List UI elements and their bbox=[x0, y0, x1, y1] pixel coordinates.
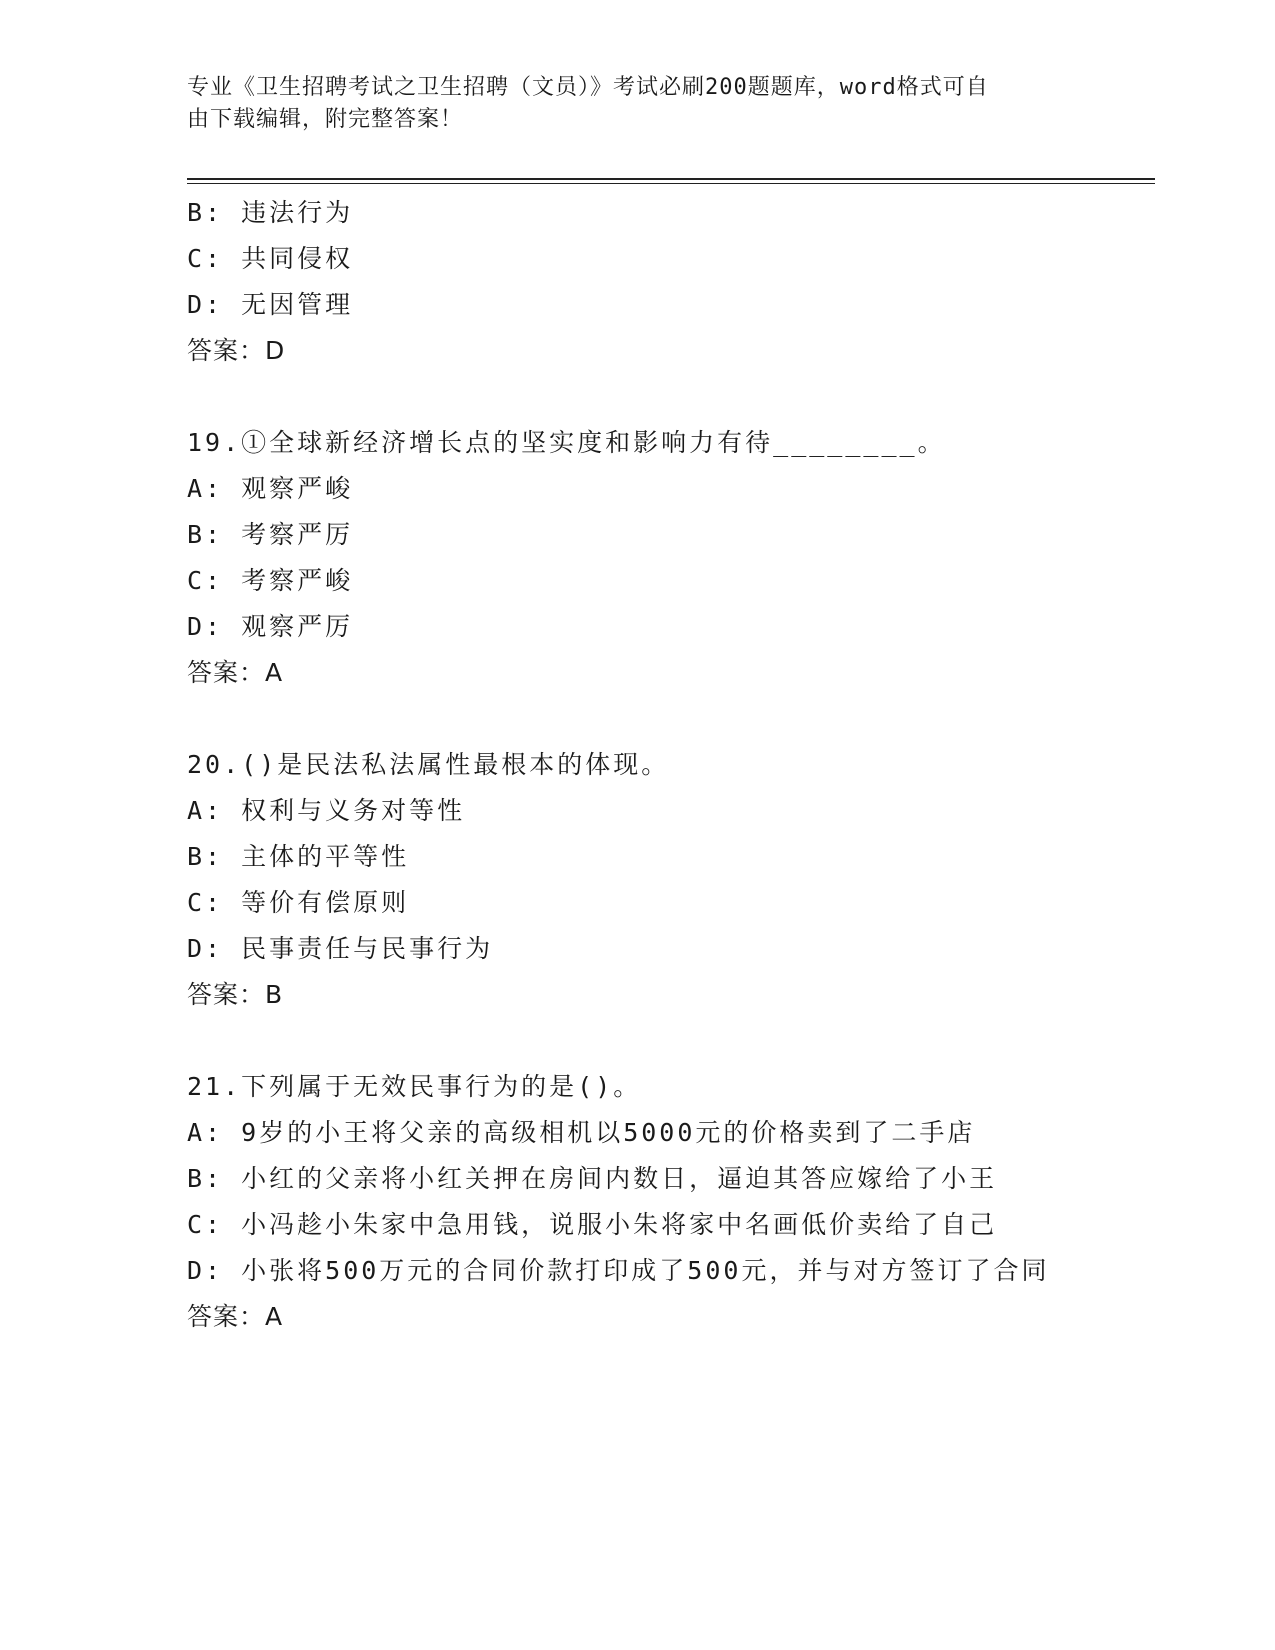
option-a: A: 权利与义务对等性 bbox=[187, 796, 466, 825]
option-d: D: 小张将500万元的合同价款打印成了500元，并与对方签订了合同 bbox=[187, 1256, 1050, 1285]
header-line-2: 由下载编辑，附完整答案！ bbox=[187, 107, 464, 132]
document-header bbox=[187, 72, 1087, 136]
option-b: B: 主体的平等性 bbox=[187, 842, 410, 871]
spacer bbox=[187, 696, 1155, 742]
question-stem: 19.①全球新经济增长点的坚实度和影响力有待________。 bbox=[187, 428, 946, 457]
answer-line: 答案：A bbox=[187, 658, 284, 687]
option-c: C: 等价有偿原则 bbox=[187, 888, 410, 917]
answer-line: 答案：D bbox=[187, 336, 286, 365]
question-stem: 20.()是民法私法属性最根本的体现。 bbox=[187, 750, 670, 779]
header-divider-thick bbox=[187, 178, 1155, 180]
option-d: D: 无因管理 bbox=[187, 290, 354, 319]
question-20 bbox=[187, 742, 1155, 1018]
option-d: D: 观察严厉 bbox=[187, 612, 354, 641]
option-d: D: 民事责任与民事行为 bbox=[187, 934, 494, 963]
option-c: C: 考察严峻 bbox=[187, 566, 354, 595]
question-prev bbox=[187, 190, 1155, 374]
option-c: C: 小冯趁小朱家中急用钱，说服小朱将家中名画低价卖给了自己 bbox=[187, 1210, 998, 1239]
option-b: B: 违法行为 bbox=[187, 198, 354, 227]
option-c: C: 共同侵权 bbox=[187, 244, 354, 273]
option-a: A: 9岁的小王将父亲的高级相机以5000元的价格卖到了二手店 bbox=[187, 1118, 976, 1147]
question-list bbox=[187, 190, 1155, 1340]
answer-line: 答案：B bbox=[187, 980, 284, 1009]
option-a: A: 观察严峻 bbox=[187, 474, 354, 503]
header-divider-thin bbox=[187, 183, 1155, 184]
spacer bbox=[187, 1018, 1155, 1064]
spacer bbox=[187, 374, 1155, 420]
header-line-1: 专业《卫生招聘考试之卫生招聘（文员）》考试必刷200题题库，word格式可自 bbox=[187, 75, 989, 100]
question-stem: 21.下列属于无效民事行为的是()。 bbox=[187, 1072, 642, 1101]
option-b: B: 考察严厉 bbox=[187, 520, 354, 549]
option-b: B: 小红的父亲将小红关押在房间内数日，逼迫其答应嫁给了小王 bbox=[187, 1164, 998, 1193]
question-21 bbox=[187, 1064, 1155, 1340]
question-19 bbox=[187, 420, 1155, 696]
answer-line: 答案：A bbox=[187, 1302, 284, 1331]
